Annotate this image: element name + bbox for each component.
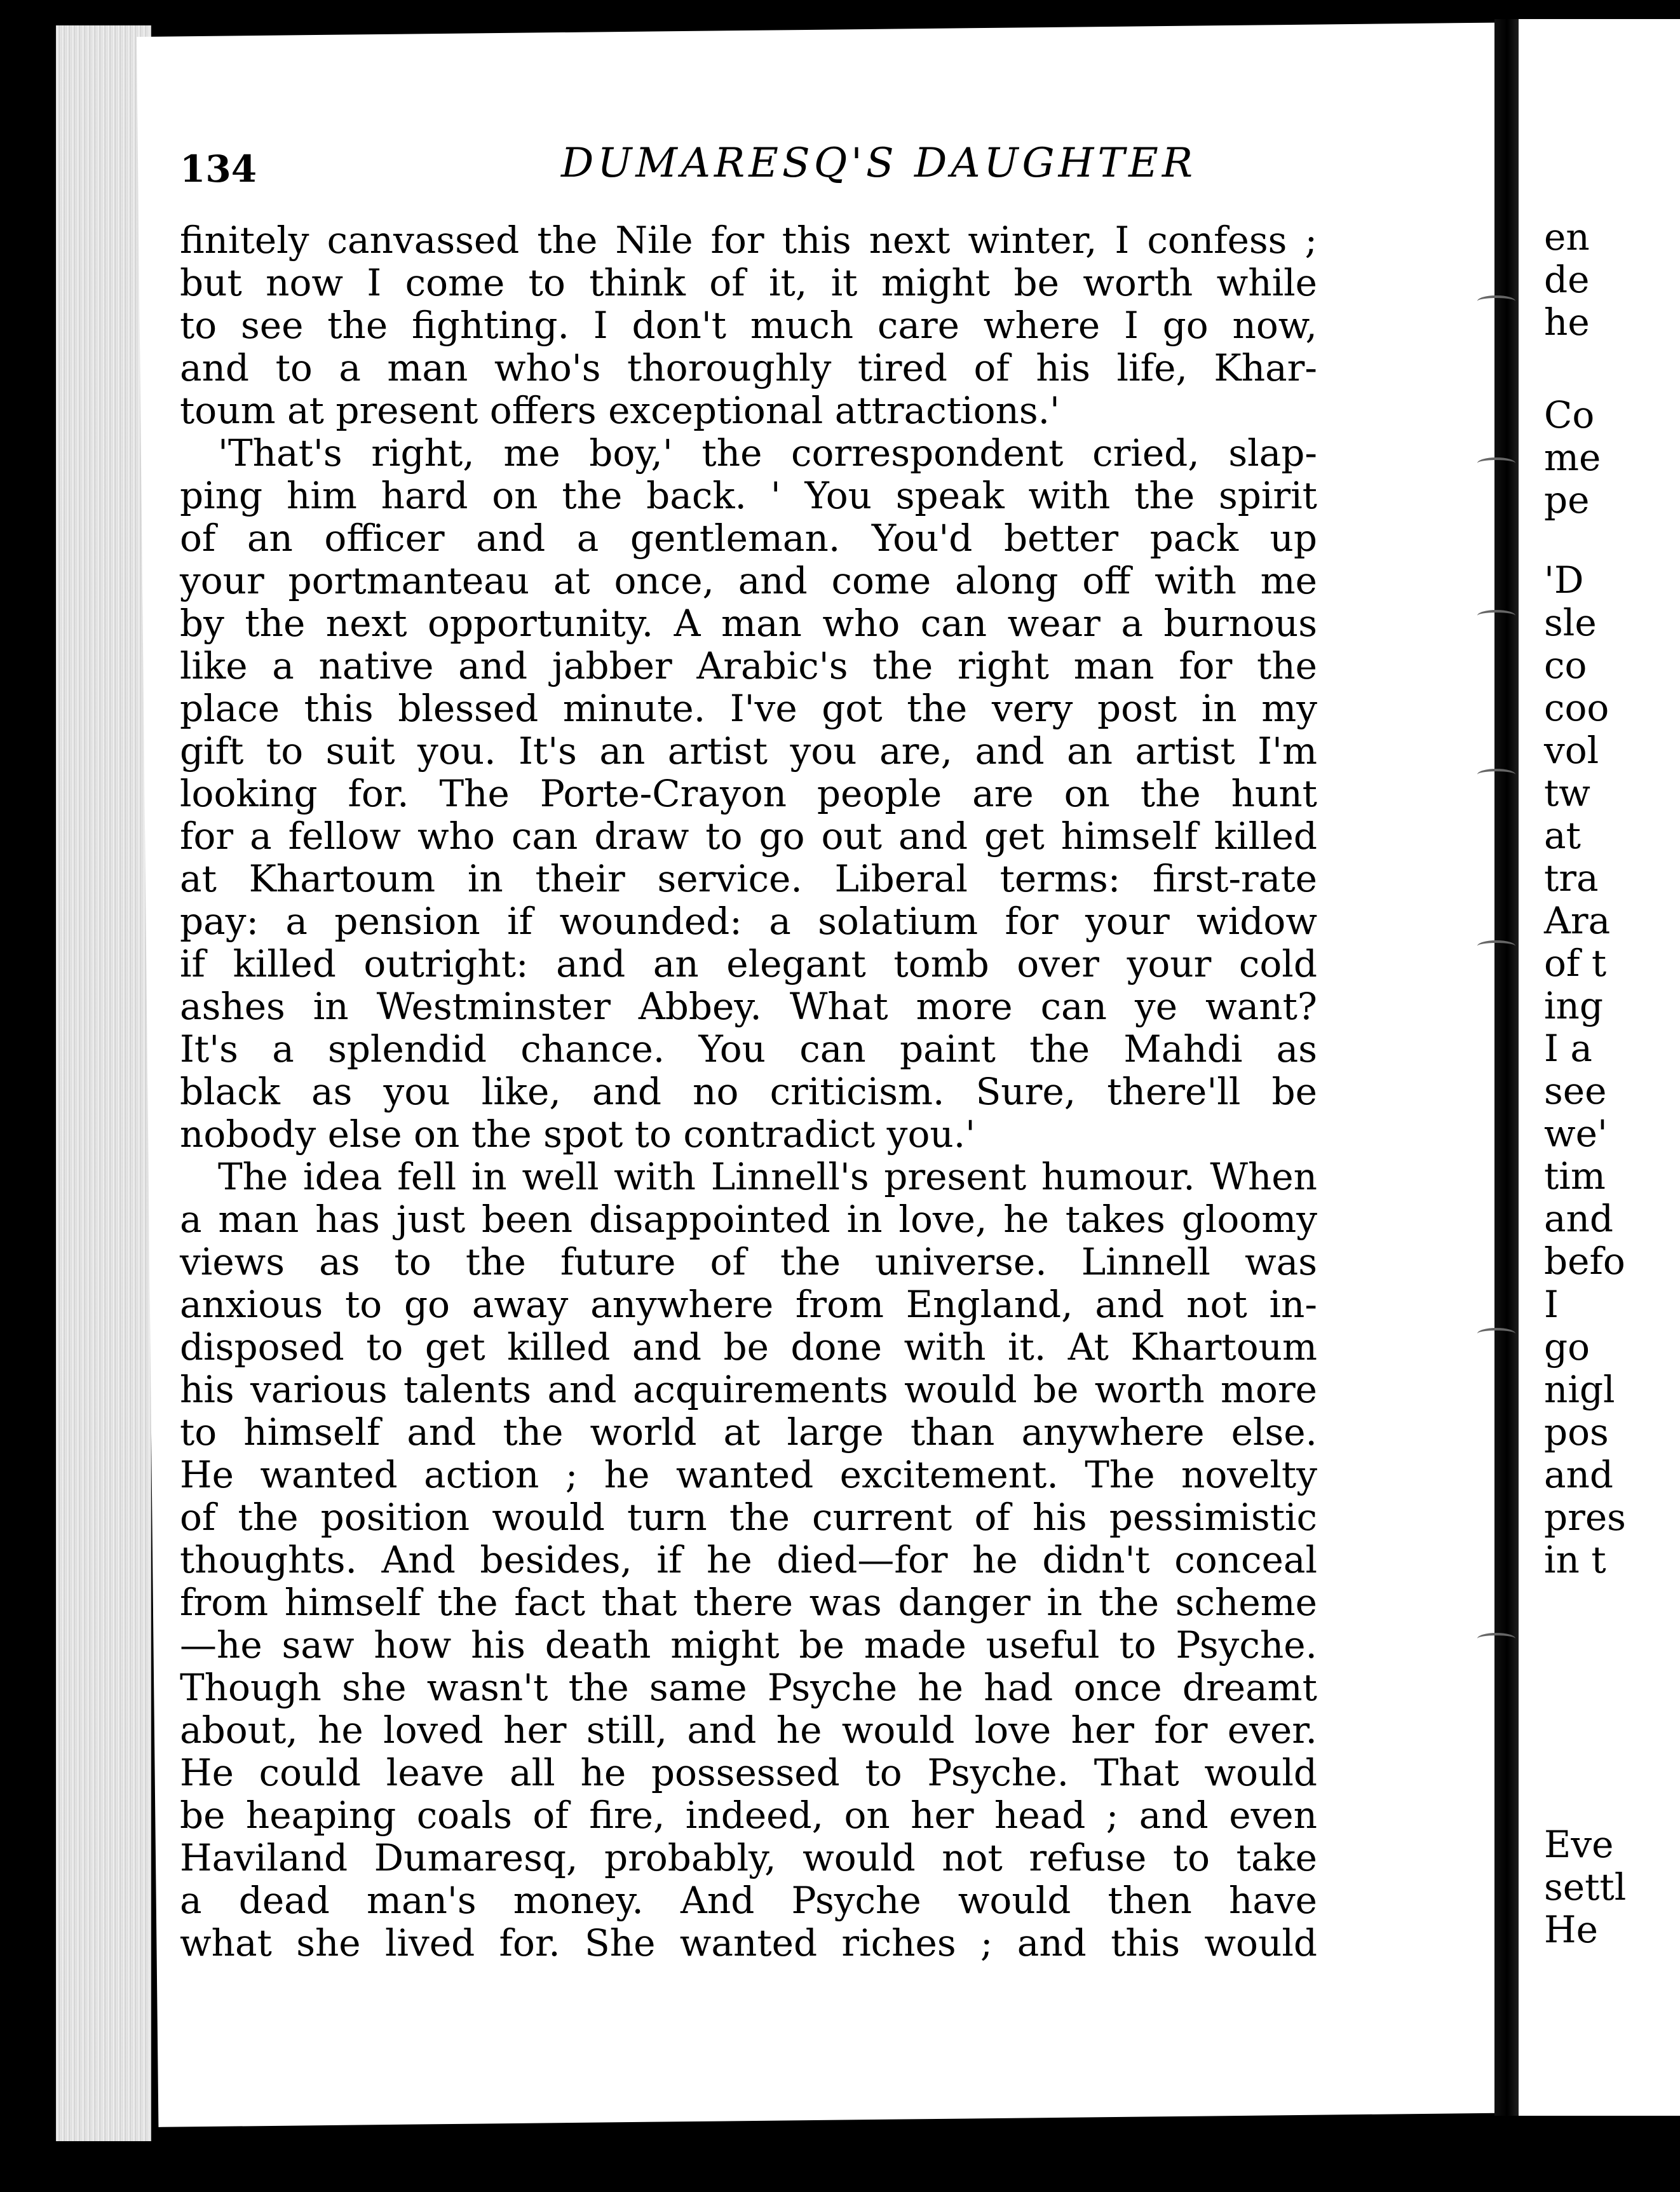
right-page-line: Ara	[1544, 899, 1611, 942]
binding-stitch	[1477, 295, 1515, 307]
right-page-line: coo	[1544, 686, 1609, 729]
right-page-line: Co	[1544, 393, 1595, 436]
text-line: toum at present offers exceptional attractions.'	[180, 389, 1060, 432]
binding-stitch	[1477, 457, 1515, 469]
text-line: It's a splendid chance. You can paint the Mahdi as	[180, 1027, 1317, 1071]
text-line: for a fellow who can draw to go out and get himself killed	[180, 815, 1317, 858]
right-page-line: nigl	[1544, 1368, 1615, 1411]
page-header	[180, 140, 1311, 197]
text-line: of an officer and a gentleman. You'd better pack up	[180, 517, 1317, 560]
right-page-line: I	[1544, 1283, 1559, 1326]
text-line: looking for. The Porte-Crayon people are on the hunt	[180, 772, 1317, 815]
right-page-line: 'D	[1544, 558, 1584, 602]
text-line: gift to suit you. It's an artist you are, and an artist I'm	[180, 729, 1317, 773]
book-gutter	[1494, 19, 1520, 2116]
right-page-line: en	[1544, 215, 1590, 259]
text-line: He wanted action ; he wanted excitement. The novelty	[180, 1453, 1317, 1496]
text-line: Though she wasn't the same Psyche he had once dreamt	[180, 1666, 1317, 1709]
text-line: be heaping coals of fire, indeed, on her head ; and even	[180, 1794, 1317, 1837]
right-page-line: see	[1544, 1069, 1607, 1113]
right-page-fragment	[1544, 394, 1680, 522]
text-line: what she lived for. She wanted riches ; and this would	[180, 1921, 1317, 1965]
text-line: ping him hard on the back. ' You speak with the spirit	[180, 474, 1317, 517]
page-number: 134	[180, 147, 257, 191]
right-page-line: ing	[1544, 984, 1604, 1027]
binding-stitch	[1477, 1633, 1515, 1644]
text-line: disposed to get killed and be done with it. At Khartoum	[180, 1325, 1317, 1369]
right-page-line: at	[1544, 814, 1581, 857]
text-line: anxious to go away anywhere from England, and not in-	[180, 1283, 1317, 1326]
binding-stitch	[1477, 940, 1515, 952]
right-page-fragment	[1544, 216, 1680, 344]
right-page-line: of t	[1544, 942, 1607, 985]
right-page-line: in t	[1544, 1538, 1606, 1581]
right-page-line: pe	[1544, 478, 1590, 522]
text-line: but now I come to think of it, it might be worth while	[180, 261, 1317, 304]
right-page-line: me	[1544, 436, 1601, 479]
text-line: his various talents and acquirements would be worth more	[180, 1368, 1317, 1411]
book-page-edges	[56, 25, 151, 2141]
text-line: nobody else on the spot to contradict you.'	[180, 1113, 976, 1156]
text-line: if killed outright: and an elegant tomb over your cold	[180, 942, 1317, 985]
right-page-line: go	[1544, 1325, 1590, 1369]
right-page-line: we'	[1544, 1112, 1608, 1155]
text-line: Haviland Dumaresq, probably, would not refuse to take	[180, 1836, 1317, 1879]
right-page-line: pres	[1544, 1496, 1626, 1539]
text-line: —he saw how his death might be made useful to Psyche.	[180, 1623, 1317, 1667]
right-page-line: pos	[1544, 1411, 1609, 1454]
text-line: from himself the fact that there was danger in the scheme	[180, 1581, 1317, 1624]
body-text	[180, 219, 1317, 1965]
right-page-line: sle	[1544, 601, 1597, 644]
text-line: black as you like, and no criticism. Sure, there'll be	[180, 1070, 1317, 1113]
text-line: to see the fighting. I don't much care where I go now,	[180, 304, 1317, 347]
binding-stitch	[1477, 610, 1515, 621]
text-line: to himself and the world at large than anywhere else.	[180, 1411, 1317, 1454]
text-line: a man has just been disappointed in love, he takes gloomy	[180, 1198, 1317, 1241]
right-page-line: befo	[1544, 1240, 1625, 1283]
right-page-fragment	[1544, 1823, 1680, 1951]
text-line: finitely canvassed the Nile for this next winter, I confess ;	[180, 219, 1317, 262]
text-line: He could leave all he possessed to Psyche. That would	[180, 1751, 1317, 1794]
text-line: by the next opportunity. A man who can wear a burnous	[180, 602, 1317, 645]
text-line: your portmanteau at once, and come along off with me	[180, 559, 1317, 602]
text-line: of the position would turn the current of his pessimistic	[180, 1496, 1317, 1539]
right-page-line: I a	[1544, 1027, 1592, 1070]
text-line: The idea fell in well with Linnell's present humour. When	[218, 1155, 1317, 1198]
right-page-line: Eve	[1544, 1823, 1614, 1866]
text-line: 'That's right, me boy,' the correspondent cried, slap-	[218, 431, 1317, 475]
text-line: and to a man who's thoroughly tired of his life, Khar-	[180, 346, 1317, 389]
right-page-line: and	[1544, 1453, 1614, 1496]
right-page-fragment	[1544, 1283, 1680, 1581]
binding-stitch	[1477, 769, 1515, 780]
text-line: a dead man's money. And Psyche would then have	[180, 1879, 1317, 1922]
right-page-line: co	[1544, 644, 1587, 687]
text-line: about, he loved her still, and he would love her for ever.	[180, 1708, 1317, 1752]
text-line: like a native and jabber Arabic's the right man for the	[180, 644, 1317, 687]
text-line: pay: a pension if wounded: a solatium for your widow	[180, 900, 1317, 943]
right-page-line: He	[1544, 1908, 1598, 1951]
text-line: ashes in Westminster Abbey. What more can ye want?	[180, 985, 1317, 1028]
text-line: place this blessed minute. I've got the very post in my	[180, 687, 1317, 730]
right-page-line: tw	[1544, 771, 1590, 815]
right-page-line: tra	[1544, 856, 1599, 900]
right-page	[1519, 19, 1680, 2116]
right-page-line: de	[1544, 258, 1590, 301]
right-page-line: tim	[1544, 1154, 1606, 1198]
text-line: thoughts. And besides, if he died—for he didn't conceal	[180, 1538, 1317, 1581]
text-line: at Khartoum in their service. Liberal terms: first-rate	[180, 857, 1317, 900]
binding-stitch	[1477, 1328, 1515, 1339]
running-title: DUMARESQ'S DAUGHTER	[561, 140, 1196, 187]
right-page-fragment	[1544, 559, 1680, 1283]
right-page-line: settl	[1544, 1865, 1627, 1909]
text-line: views as to the future of the universe. Linnell was	[180, 1240, 1317, 1283]
right-page-line: and	[1544, 1197, 1614, 1240]
right-page-line: vol	[1544, 729, 1599, 772]
right-page-line: he	[1544, 301, 1590, 344]
